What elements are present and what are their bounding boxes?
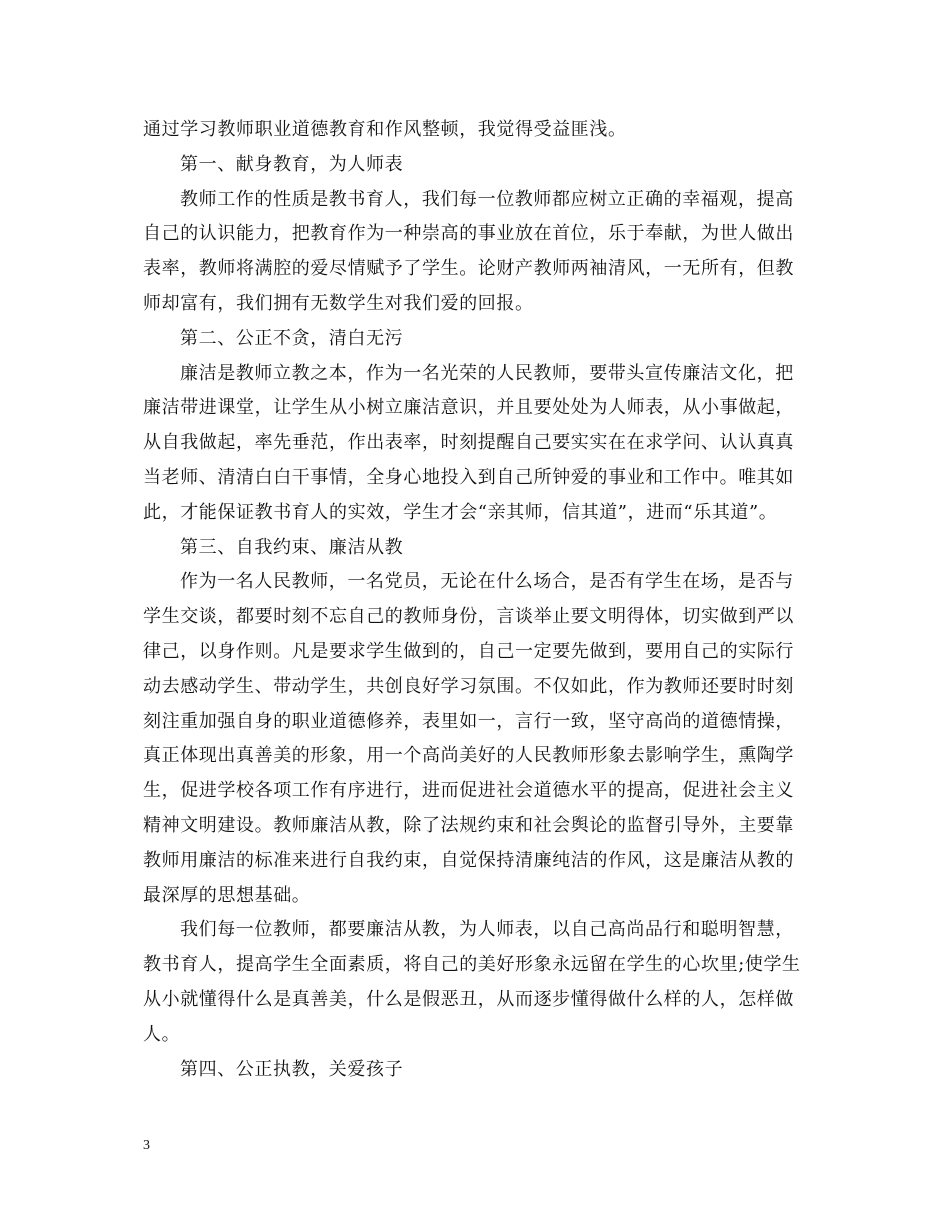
text-line: 作为一名人民教师，一名党员，无论在什么场合，是否有学生在场，是否与	[180, 571, 794, 593]
text-line: 师却富有，我们拥有无数学生对我们爱的回报。	[143, 292, 534, 314]
text-line: 真正体现出真善美的形象，用一个高尚美好的人民教师形象去影响学生，熏陶学	[143, 745, 794, 767]
text-line: 表率，教师将满腔的爱尽情赋予了学生。论财产教师两袖清风，一无所有，但教	[143, 258, 794, 280]
text-line: 我们每一位教师，都要廉洁从教，为人师表，以自己高尚品行和聪明智慧，	[180, 919, 794, 941]
text-line: 学生交谈，都要时刻不忘自己的教师身份，言谈举止要文明得体，切实做到严以	[143, 606, 794, 628]
text-line: 从小就懂得什么是真善美，什么是假恶丑，从而逐步懂得做什么样的人，怎样做	[143, 988, 794, 1010]
text-line: 此，才能保证教书育人的实效，学生才会“亲其师，信其道”，进而“乐其道”。	[143, 501, 778, 523]
text-line: 人。	[143, 1023, 181, 1045]
page-number: 3	[143, 1138, 150, 1153]
text-line: 教书育人，提高学生全面素质，将自己的美好形象永远留在学生的心坎里;使学生	[143, 954, 801, 976]
text-line: 通过学习教师职业道德教育和作风整顿，我觉得受益匪浅。	[143, 119, 627, 140]
section-heading: 第四、公正执教，关爱孩子	[180, 1058, 404, 1080]
text-line: 刻注重加强自身的职业道德修养，表里如一，言行一致，坚守高尚的道德情操，	[143, 710, 794, 732]
text-line: 廉洁带进课堂，让学生从小树立廉洁意识，并且要处处为人师表，从小事做起，	[143, 397, 794, 419]
section-heading: 第一、献身教育，为人师表	[180, 153, 404, 175]
text-line: 精神文明建设。教师廉洁从教，除了法规约束和社会舆论的监督引导外，主要靠	[143, 814, 794, 836]
text-line: 自己的认识能力，把教育作为一种崇高的事业放在首位，乐于奉献，为世人做出	[143, 223, 794, 245]
document-body	[143, 113, 811, 1087]
text-line: 生，促进学校各项工作有序进行，进而促进社会道德水平的提高，促进社会主义	[143, 780, 794, 802]
text-line: 从自我做起，率先垂范，作出表率，时刻提醒自己要实实在在求学问、认认真真	[143, 432, 794, 454]
text-line: 最深厚的思想基础。	[143, 884, 311, 906]
section-heading: 第二、公正不贪，清白无污	[180, 327, 404, 349]
text-line: 教师用廉洁的标准来进行自我约束，自觉保持清廉纯洁的作风，这是廉洁从教的	[143, 849, 794, 871]
text-line: 律己，以身作则。凡是要求学生做到的，自己一定要先做到，要用自己的实际行	[143, 640, 794, 662]
text-line: 廉洁是教师立教之本，作为一名光荣的人民教师，要带头宣传廉洁文化，把	[180, 362, 794, 384]
text-line: 教师工作的性质是教书育人，我们每一位教师都应树立正确的幸福观，提高	[180, 188, 794, 210]
section-heading: 第三、自我约束、廉洁从教	[180, 536, 404, 558]
text-line: 动去感动学生、带动学生，共创良好学习氛围。不仅如此，作为教师还要时时刻	[143, 675, 794, 697]
text-line: 当老师、清清白白干事情，全身心地投入到自己所钟爱的事业和工作中。唯其如	[143, 466, 794, 488]
